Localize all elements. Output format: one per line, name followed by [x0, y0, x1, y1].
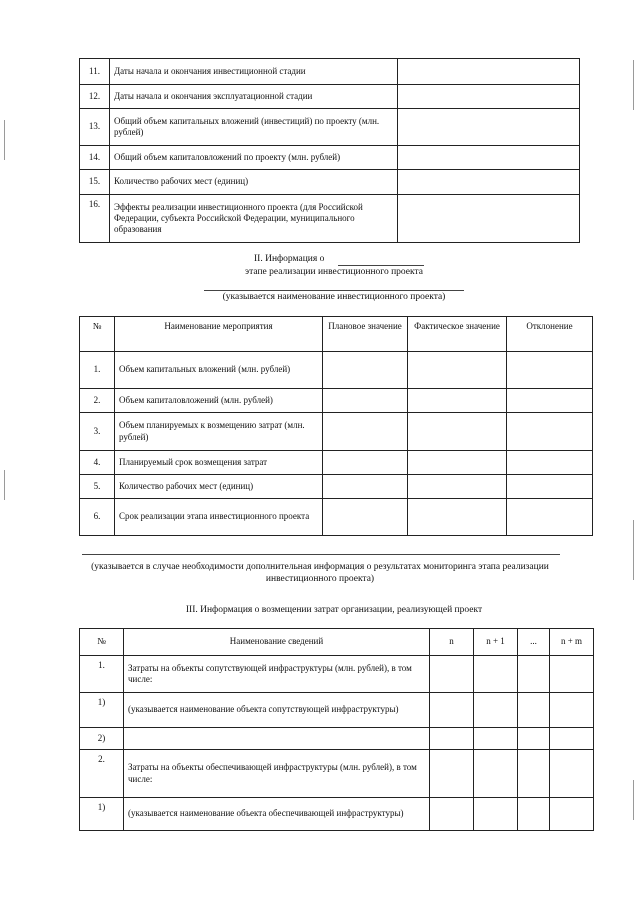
table-row [80, 170, 580, 195]
value-cell [398, 109, 580, 146]
row-number: 6. [80, 499, 115, 536]
table-row [80, 195, 580, 243]
row-number: 2) [80, 728, 124, 750]
value-cell [323, 451, 408, 475]
row-number: 13. [80, 109, 110, 146]
table-row [80, 693, 594, 728]
value-cell [408, 352, 507, 389]
table-header-row [80, 629, 594, 656]
row-label: Даты начала и окончания инвестиционной стадии [110, 59, 398, 85]
row-number: 3. [80, 413, 115, 451]
row-label: Объем капитальных вложений (млн. рублей) [115, 352, 323, 389]
row-label: Общий объем капиталовложений по проекту (млн. рублей) [110, 146, 398, 170]
value-cell [430, 798, 474, 831]
row-label [124, 728, 430, 750]
section2-title-line2: этапе реализации инвестиционного проекта [245, 267, 423, 277]
table-row [80, 146, 580, 170]
value-cell [507, 475, 593, 499]
table-row [80, 85, 580, 109]
table-row [80, 389, 593, 413]
project-info-table [79, 58, 580, 243]
cost-reimbursement-table [79, 628, 594, 831]
value-cell [507, 352, 593, 389]
value-cell [550, 693, 594, 728]
section2-caption: (указывается наименование инвестиционного проекта) [222, 292, 446, 302]
col-header-n-plus-1: n + 1 [474, 629, 518, 656]
section3-title: III. Информация о возмещении затрат организации, реализующей проект [185, 605, 483, 615]
value-cell [408, 389, 507, 413]
value-cell [518, 798, 550, 831]
table-header-row [80, 317, 593, 352]
value-cell [474, 656, 518, 693]
value-cell [518, 693, 550, 728]
table-row [80, 352, 593, 389]
value-cell [398, 59, 580, 85]
value-cell [507, 451, 593, 475]
row-label: Планируемый срок возмещения затрат [115, 451, 323, 475]
scan-edge-mark [633, 780, 634, 820]
value-cell [323, 413, 408, 451]
value-cell [474, 750, 518, 798]
row-label: Количество рабочих мест (единиц) [115, 475, 323, 499]
col-header-name: Наименование мероприятия [115, 317, 323, 352]
col-header-number: № [80, 629, 124, 656]
section2-title [254, 254, 324, 264]
table-row [80, 413, 593, 451]
value-cell [430, 728, 474, 750]
row-label: Даты начала и окончания эксплуатационной стадии [110, 85, 398, 109]
stage-blank-line [338, 265, 424, 266]
row-number: 16. [80, 195, 110, 243]
value-cell [430, 656, 474, 693]
row-number: 2. [80, 389, 115, 413]
table-row [80, 475, 593, 499]
table-row [80, 798, 594, 831]
table-row [80, 750, 594, 798]
col-header-n-plus-m: n + m [550, 629, 594, 656]
row-number: 1) [80, 693, 124, 728]
value-cell [323, 475, 408, 499]
row-number: 1. [80, 656, 124, 693]
table-row [80, 451, 593, 475]
col-header-name: Наименование сведений [124, 629, 430, 656]
row-label: Количество рабочих мест (единиц) [110, 170, 398, 195]
value-cell [323, 352, 408, 389]
value-cell [550, 728, 594, 750]
stage-info-table [79, 316, 593, 536]
value-cell [518, 656, 550, 693]
value-cell [550, 798, 594, 831]
value-cell [507, 389, 593, 413]
row-number: 1) [80, 798, 124, 831]
row-label: Общий объем капитальных вложений (инвестиций) по проекту (млн. рублей) [110, 109, 398, 146]
value-cell [474, 728, 518, 750]
col-header-planned: Плановое значение [323, 317, 408, 352]
value-cell [474, 798, 518, 831]
row-number: 5. [80, 475, 115, 499]
row-number: 11. [80, 59, 110, 85]
table-row [80, 499, 593, 536]
value-cell [398, 195, 580, 243]
row-label: Объем планируемых к возмещению затрат (млн. рублей) [115, 413, 323, 451]
col-header-actual: Фактическое значение [408, 317, 507, 352]
value-cell [550, 750, 594, 798]
value-cell [408, 499, 507, 536]
project-name-line [204, 290, 464, 291]
value-cell [507, 499, 593, 536]
table-row [80, 656, 594, 693]
value-cell [474, 693, 518, 728]
row-label: Срок реализации этапа инвестиционного проекта [115, 499, 323, 536]
row-number: 2. [80, 750, 124, 798]
value-cell [518, 728, 550, 750]
value-cell [398, 146, 580, 170]
value-cell [518, 750, 550, 798]
value-cell [323, 499, 408, 536]
row-label: Эффекты реализации инвестиционного проекта (для Российской Федерации, субъекта Российской Федерации, муниципального образования [110, 195, 398, 243]
value-cell [507, 413, 593, 451]
row-number: 4. [80, 451, 115, 475]
value-cell [550, 656, 594, 693]
row-label: Объем капиталовложений (млн. рублей) [115, 389, 323, 413]
scan-edge-mark [633, 520, 634, 580]
col-header-deviation: Отклонение [507, 317, 593, 352]
row-number: 14. [80, 146, 110, 170]
value-cell [430, 693, 474, 728]
value-cell [398, 170, 580, 195]
row-number: 15. [80, 170, 110, 195]
row-number: 1. [80, 352, 115, 389]
value-cell [323, 389, 408, 413]
scan-edge-mark [4, 120, 5, 160]
row-number: 12. [80, 85, 110, 109]
value-cell [408, 475, 507, 499]
col-header-ellipsis: ... [518, 629, 550, 656]
scan-edge-mark [633, 60, 634, 110]
row-label: (указывается наименование объекта обеспечивающей инфраструктуры) [124, 798, 430, 831]
value-cell [398, 85, 580, 109]
value-cell [430, 750, 474, 798]
table-row [80, 59, 580, 85]
table-row [80, 728, 594, 750]
row-label: (указывается наименование объекта сопутствующей инфраструктуры) [124, 693, 430, 728]
col-header-n: n [430, 629, 474, 656]
value-cell [408, 413, 507, 451]
scan-edge-mark [4, 470, 5, 500]
section2-title-prefix: II. Информация о [254, 254, 325, 264]
col-header-number: № [80, 317, 115, 352]
value-cell [408, 451, 507, 475]
row-label: Затраты на объекты обеспечивающей инфраструктуры (млн. рублей), в том числе: [124, 750, 430, 798]
table-row [80, 109, 580, 146]
section2-note: (указывается в случае необходимости дополнительная информация о результатах мониторинга этапа реализации инвестиционного проекта) [91, 562, 549, 584]
row-label: Затраты на объекты сопутствующей инфраструктуры (млн. рублей), в том числе: [124, 656, 430, 693]
additional-info-line [82, 554, 560, 555]
